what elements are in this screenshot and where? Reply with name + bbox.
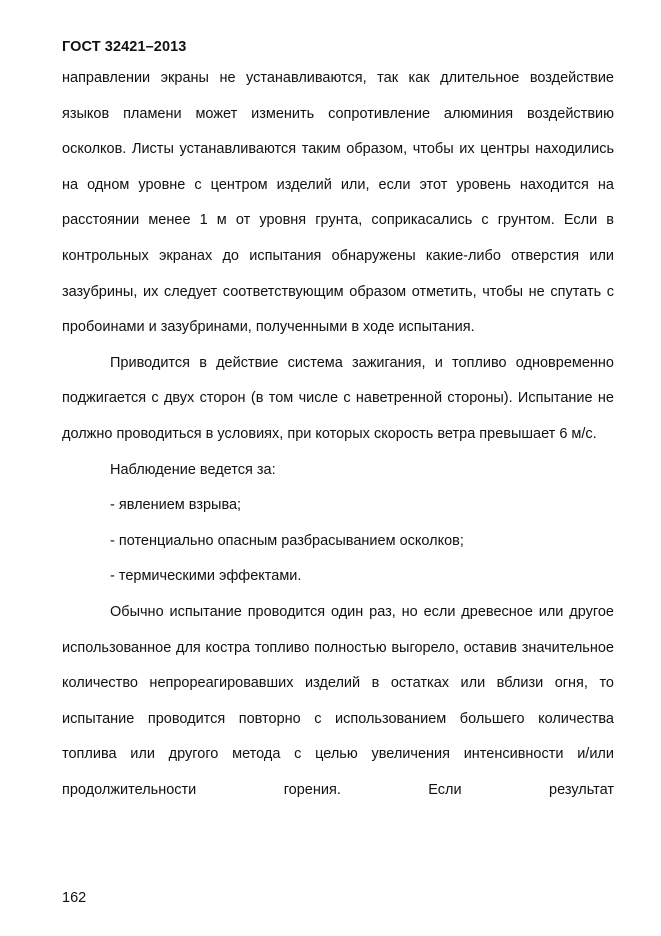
- paragraph-screens-placement: направлении экраны не устанавливаются, так как длительное воздействие языков пламени может изменить сопротивление алюминия воздействию осколков. Листы устанавливаются таким образом, чтобы их центры находились на одном уровне с центром изделий или, если этот уровень находится на расстоянии менее 1 м от уровня грунта, соприкасались с грунтом. Если в контрольных экранах до испытания обнаружены какие-либо отверстия или зазубрины, их следует соответствующим образом отметить, чтобы не спутать с пробоинами и зазубринами, полученными в ходе испытания.: [62, 70, 614, 336]
- list-item: - потенциально опасным разбрасыванием осколков;: [110, 532, 464, 549]
- paragraph-ignition: Приводится в действие система зажигания, и топливо одновременно поджигается с двух сторон (в том числе с наветренной стороны). Испытание не должно проводиться в условиях, при которых скорость ветра превышает 6 м/с.: [62, 354, 614, 442]
- paragraph-repeat-test: Обычно испытание проводится один раз, но если древесное или другое использованное для костра топливо полностью выгорело, оставив значительное количество непрореагировавших изделий в остатках или вблизи огня, то испытание проводится повторно с использованием большего количества топлива или другого метода с целью увеличения интенсивности и/или продолжительности горения. Если результат: [62, 603, 614, 798]
- list-item: - явлением взрыва;: [110, 497, 242, 514]
- document-standard-header: ГОСТ 32421–2013: [62, 39, 187, 55]
- paragraph-observation-intro: Наблюдение ведется за:: [110, 461, 276, 478]
- list-item: - термическими эффектами.: [110, 568, 302, 585]
- page-number: 162: [62, 890, 87, 906]
- body-text: [62, 61, 614, 808]
